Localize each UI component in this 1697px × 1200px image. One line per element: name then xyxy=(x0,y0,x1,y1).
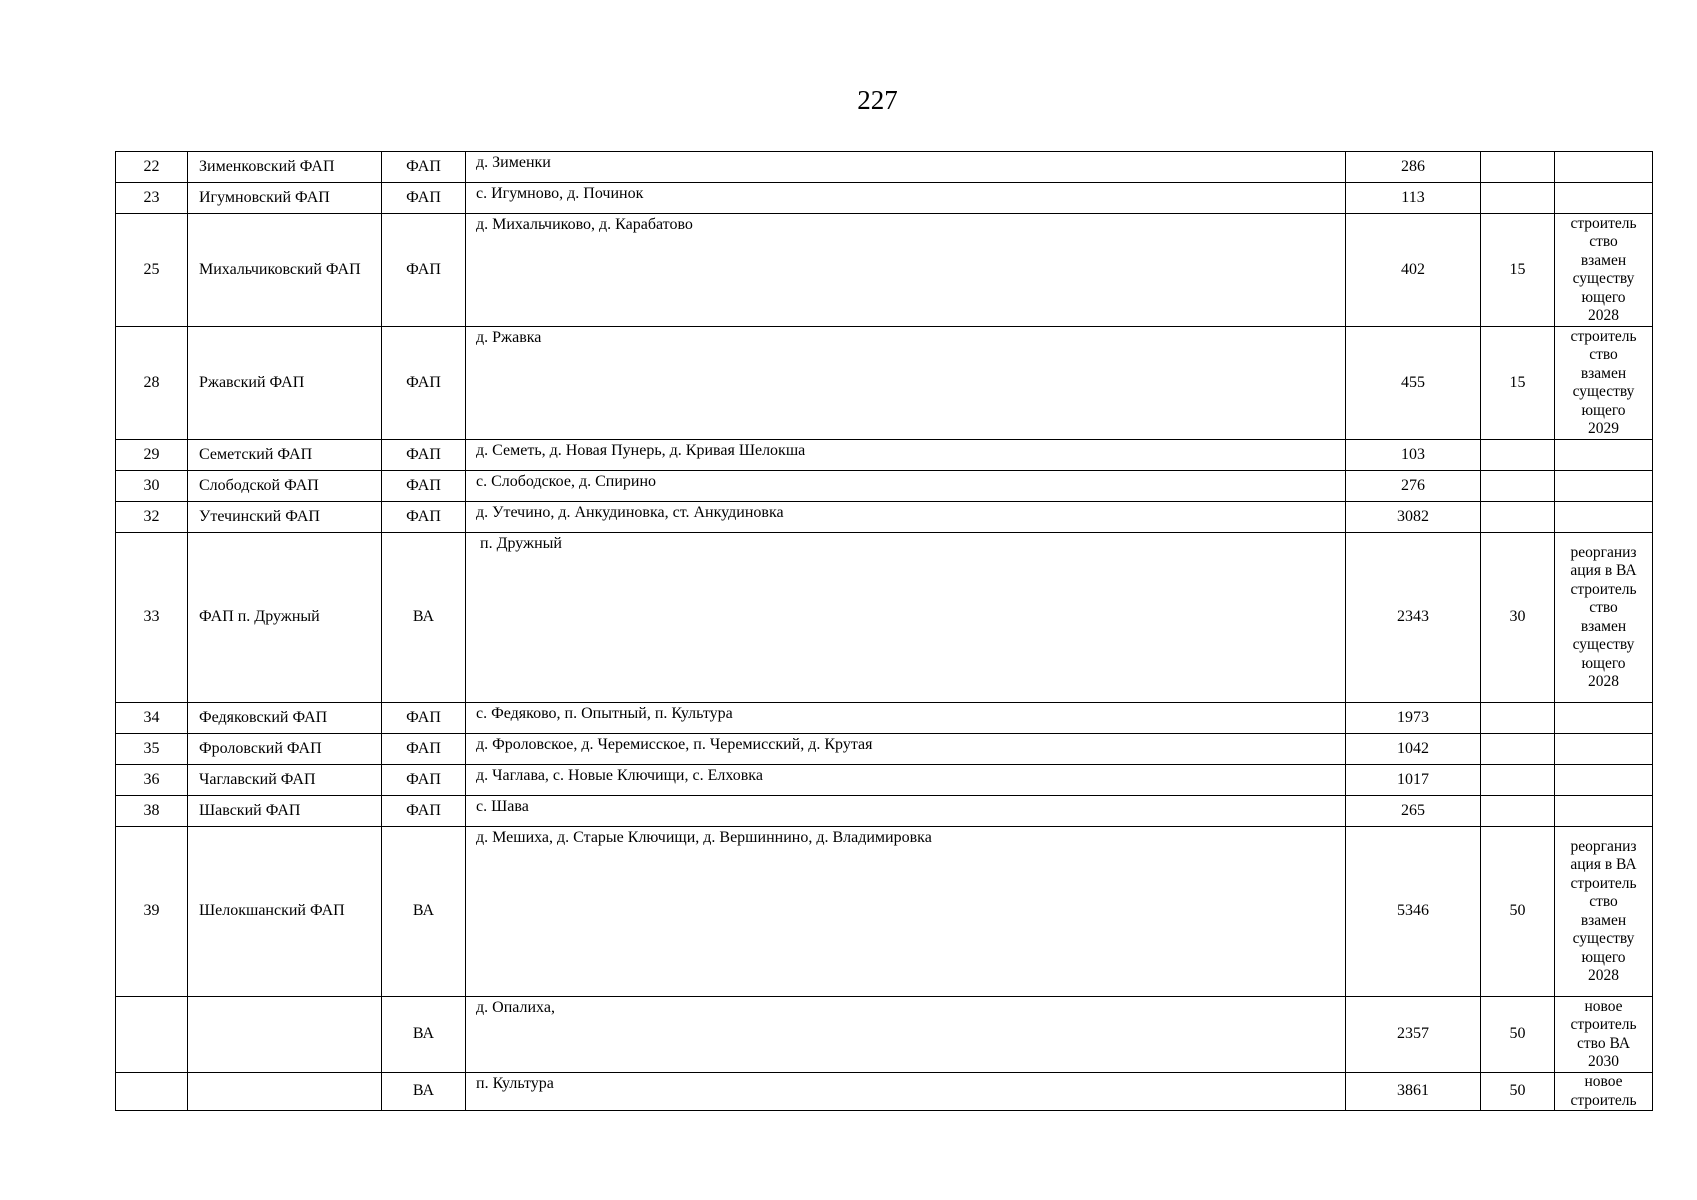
page-number: 227 xyxy=(857,85,898,115)
note-cell xyxy=(1555,214,1653,327)
note-cell xyxy=(1555,183,1653,214)
table-row xyxy=(116,1073,1653,1111)
note-line: строитель xyxy=(1570,580,1637,598)
note-line: ация в ВА xyxy=(1570,856,1637,873)
row-number-cell: 34 xyxy=(116,703,188,734)
table-row xyxy=(116,214,1653,327)
population-cell: 2357 xyxy=(1346,997,1481,1073)
settlements-cell: с. Шава xyxy=(466,796,1346,827)
facility-type-cell: ФАП xyxy=(382,327,466,440)
note-cell xyxy=(1555,734,1653,765)
capacity-cell: 50 xyxy=(1481,997,1555,1073)
note-line: строитель xyxy=(1570,1091,1637,1109)
table-row xyxy=(116,152,1653,183)
row-number-cell: 33 xyxy=(116,533,188,703)
table-row xyxy=(116,471,1653,502)
capacity-cell xyxy=(1481,471,1555,502)
note-line: существу xyxy=(1572,930,1635,947)
note-cell xyxy=(1555,827,1653,997)
row-number-cell: 38 xyxy=(116,796,188,827)
population-cell: 1017 xyxy=(1346,765,1481,796)
facility-type-cell: ВА xyxy=(382,827,466,997)
row-number-cell: 30 xyxy=(116,471,188,502)
note-line: ация в ВА xyxy=(1570,562,1637,579)
capacity-cell xyxy=(1481,703,1555,734)
note-line: 2028 xyxy=(1588,967,1619,984)
population-cell: 1042 xyxy=(1346,734,1481,765)
capacity-cell xyxy=(1481,152,1555,183)
settlements-cell: д. Опалиха, xyxy=(466,997,1346,1073)
facility-name-cell: Утечинский ФАП xyxy=(188,502,382,533)
settlements-cell: д. Семеть, д. Новая Пунерь, д. Кривая Шелокша xyxy=(466,440,1346,471)
note-line: существу xyxy=(1572,270,1635,287)
note-line: новое xyxy=(1584,997,1623,1015)
table-row xyxy=(116,796,1653,827)
note-line: ство xyxy=(1589,599,1618,616)
note-line: реорганиз xyxy=(1570,543,1637,561)
row-number-cell: 28 xyxy=(116,327,188,440)
table-row xyxy=(116,734,1653,765)
capacity-cell xyxy=(1481,765,1555,796)
table-row xyxy=(116,327,1653,440)
facility-name-cell: Шелокшанский ФАП xyxy=(188,827,382,997)
facility-type-cell: ФАП xyxy=(382,796,466,827)
population-cell: 103 xyxy=(1346,440,1481,471)
facility-name-cell: Зименковский ФАП xyxy=(188,152,382,183)
note-line: строитель xyxy=(1570,214,1637,232)
population-cell: 455 xyxy=(1346,327,1481,440)
note-line: ющего xyxy=(1581,654,1626,672)
row-number-cell: 36 xyxy=(116,765,188,796)
note-line: ющего xyxy=(1581,288,1626,306)
settlements-cell: д. Михальчиково, д. Карабатово xyxy=(466,214,1346,327)
note-line: 2030 xyxy=(1588,1053,1619,1070)
facility-name-cell: Чаглавский ФАП xyxy=(188,765,382,796)
note-line: ющего xyxy=(1581,948,1626,966)
table-row xyxy=(116,502,1653,533)
facility-type-cell: ФАП xyxy=(382,765,466,796)
table-row xyxy=(116,440,1653,471)
note-cell xyxy=(1555,796,1653,827)
note-line: ство ВА xyxy=(1576,1034,1631,1052)
note-line: 2028 xyxy=(1588,307,1619,324)
capacity-cell: 15 xyxy=(1481,327,1555,440)
facility-type-cell: ФАП xyxy=(382,502,466,533)
note-cell xyxy=(1555,765,1653,796)
population-cell: 402 xyxy=(1346,214,1481,327)
table-row xyxy=(116,533,1653,703)
facility-type-cell: ФАП xyxy=(382,214,466,327)
population-cell: 2343 xyxy=(1346,533,1481,703)
note-line: строитель xyxy=(1570,327,1637,345)
note-cell xyxy=(1555,703,1653,734)
row-number-cell: 32 xyxy=(116,502,188,533)
facility-type-cell: ФАП xyxy=(382,183,466,214)
table-row xyxy=(116,765,1653,796)
facility-type-cell: ВА xyxy=(382,1073,466,1111)
facility-name-cell: Фроловский ФАП xyxy=(188,734,382,765)
settlements-cell: д. Утечино, д. Анкудиновка, ст. Анкудиновка xyxy=(466,502,1346,533)
note-line: взамен xyxy=(1580,364,1627,382)
note-line: ющего xyxy=(1581,401,1626,419)
note-line: ство xyxy=(1589,346,1618,363)
settlements-cell: с. Игумново, д. Починок xyxy=(466,183,1346,214)
row-number-cell: 23 xyxy=(116,183,188,214)
facility-type-cell: ФАП xyxy=(382,440,466,471)
settlements-cell: п. Дружный xyxy=(466,533,1346,703)
note-cell xyxy=(1555,1073,1653,1111)
row-number-cell: 39 xyxy=(116,827,188,997)
facility-name-cell: Семетский ФАП xyxy=(188,440,382,471)
population-cell: 265 xyxy=(1346,796,1481,827)
facility-name-cell: Игумновский ФАП xyxy=(188,183,382,214)
note-cell xyxy=(1555,327,1653,440)
note-line: новое xyxy=(1584,1073,1623,1090)
note-line: строитель xyxy=(1570,874,1637,892)
table-row xyxy=(116,703,1653,734)
note-line: реорганиз xyxy=(1570,837,1637,855)
facility-type-cell: ВА xyxy=(382,533,466,703)
capacity-cell: 15 xyxy=(1481,214,1555,327)
population-cell: 1973 xyxy=(1346,703,1481,734)
facility-name-cell: Федяковский ФАП xyxy=(188,703,382,734)
capacity-cell: 30 xyxy=(1481,533,1555,703)
population-cell: 276 xyxy=(1346,471,1481,502)
facility-name-cell: Слободской ФАП xyxy=(188,471,382,502)
population-cell: 3861 xyxy=(1346,1073,1481,1111)
facilities-table xyxy=(115,151,1653,1111)
population-cell: 286 xyxy=(1346,152,1481,183)
note-line: взамен xyxy=(1580,251,1627,269)
note-line: существу xyxy=(1572,636,1635,653)
facility-type-cell: ФАП xyxy=(382,471,466,502)
settlements-cell: д. Чаглава, с. Новые Ключищи, с. Елховка xyxy=(466,765,1346,796)
note-cell xyxy=(1555,471,1653,502)
note-line: 2028 xyxy=(1588,673,1619,690)
capacity-cell xyxy=(1481,183,1555,214)
population-cell: 113 xyxy=(1346,183,1481,214)
facility-type-cell: ФАП xyxy=(382,703,466,734)
note-line: существу xyxy=(1572,383,1635,400)
facility-name-cell: Ржавский ФАП xyxy=(188,327,382,440)
note-cell xyxy=(1555,502,1653,533)
note-line: взамен xyxy=(1580,617,1627,635)
settlements-cell: д. Фроловское, д. Черемисское, п. Черемисский, д. Крутая xyxy=(466,734,1346,765)
capacity-cell: 50 xyxy=(1481,1073,1555,1111)
facility-name-cell: Михальчиковский ФАП xyxy=(188,214,382,327)
row-number-cell: 35 xyxy=(116,734,188,765)
note-line: ство xyxy=(1589,233,1618,250)
table-row xyxy=(116,997,1653,1073)
population-cell: 3082 xyxy=(1346,502,1481,533)
note-line: взамен xyxy=(1580,911,1627,929)
facility-name-cell: Шавский ФАП xyxy=(188,796,382,827)
table-row xyxy=(116,827,1653,997)
row-number-cell: 22 xyxy=(116,152,188,183)
note-cell xyxy=(1555,440,1653,471)
note-cell xyxy=(1555,152,1653,183)
capacity-cell xyxy=(1481,440,1555,471)
settlements-cell: с. Слободское, д. Спирино xyxy=(466,471,1346,502)
note-line: ство xyxy=(1589,893,1618,910)
row-number-cell xyxy=(116,1073,188,1111)
row-number-cell: 29 xyxy=(116,440,188,471)
settlements-cell: п. Культура xyxy=(466,1073,1346,1111)
row-number-cell: 25 xyxy=(116,214,188,327)
capacity-cell xyxy=(1481,502,1555,533)
settlements-cell: д. Ржавка xyxy=(466,327,1346,440)
note-cell xyxy=(1555,997,1653,1073)
facility-name-cell xyxy=(188,1073,382,1111)
note-cell xyxy=(1555,533,1653,703)
settlements-cell: д. Мешиха, д. Старые Ключищи, д. Вершиннино, д. Владимировка xyxy=(466,827,1346,997)
capacity-cell xyxy=(1481,796,1555,827)
table-row xyxy=(116,183,1653,214)
capacity-cell xyxy=(1481,734,1555,765)
facility-type-cell: ФАП xyxy=(382,734,466,765)
facility-type-cell: ВА xyxy=(382,997,466,1073)
facility-type-cell: ФАП xyxy=(382,152,466,183)
population-cell: 5346 xyxy=(1346,827,1481,997)
settlements-cell: д. Зименки xyxy=(466,152,1346,183)
row-number-cell xyxy=(116,997,188,1073)
settlements-cell: с. Федяково, п. Опытный, п. Культура xyxy=(466,703,1346,734)
facility-name-cell: ФАП п. Дружный xyxy=(188,533,382,703)
note-line: строитель xyxy=(1570,1016,1637,1033)
facility-name-cell xyxy=(188,997,382,1073)
note-line: 2029 xyxy=(1588,420,1619,437)
capacity-cell: 50 xyxy=(1481,827,1555,997)
